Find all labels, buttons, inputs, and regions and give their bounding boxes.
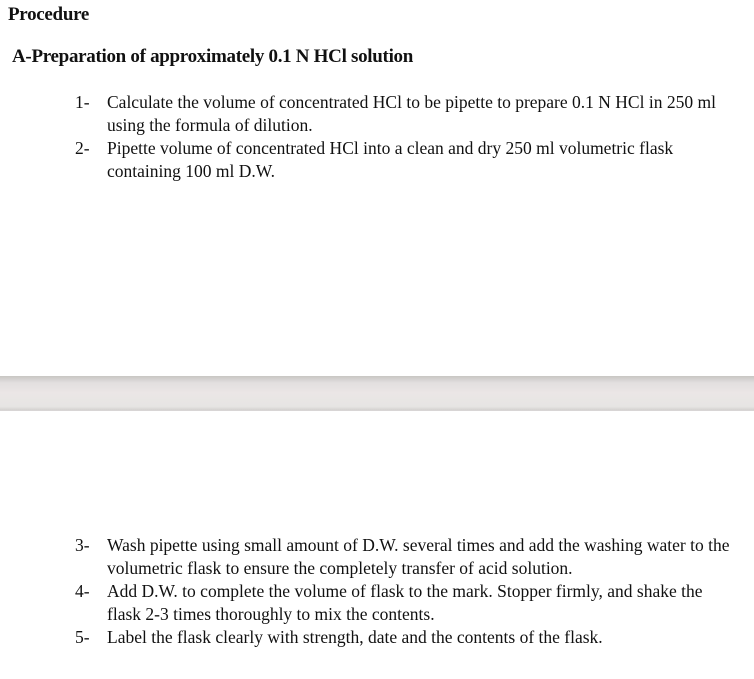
- step-text: Label the flask clearly with strength, date and the contents of the flask.: [107, 627, 603, 647]
- procedure-heading: Procedure: [8, 4, 90, 25]
- step-text: Pipette volume of concentrated HCl into a clean and dry 250 ml volumetric flask containing 100 ml D.W.: [107, 138, 674, 181]
- step-number: 4-: [75, 581, 90, 601]
- steps-list-bottom: [75, 534, 735, 649]
- step-item: [75, 137, 717, 183]
- step-text: Wash pipette using small amount of D.W. several times and add the washing water to the volumetric flask to ensure the completely transfer of acid solution.: [107, 535, 730, 578]
- step-number: 2-: [75, 138, 90, 158]
- page-separator: [0, 376, 754, 411]
- step-item: [75, 91, 717, 137]
- step-number: 3-: [75, 535, 90, 555]
- step-text: Add D.W. to complete the volume of flask to the mark. Stopper firmly, and shake the flask 2-3 times thoroughly to mix the contents.: [107, 581, 703, 624]
- step-number: 5-: [75, 627, 90, 647]
- step-number: 1-: [75, 92, 90, 112]
- step-item: [75, 534, 732, 580]
- section-heading: A-Preparation of approximately 0.1 N HCl solution: [12, 46, 414, 67]
- step-item: [75, 626, 732, 649]
- step-text: Calculate the volume of concentrated HCl to be pipette to prepare 0.1 N HCl in 250 ml using the formula of dilution.: [107, 92, 716, 135]
- steps-list-top: [75, 91, 715, 183]
- step-item: [75, 580, 732, 626]
